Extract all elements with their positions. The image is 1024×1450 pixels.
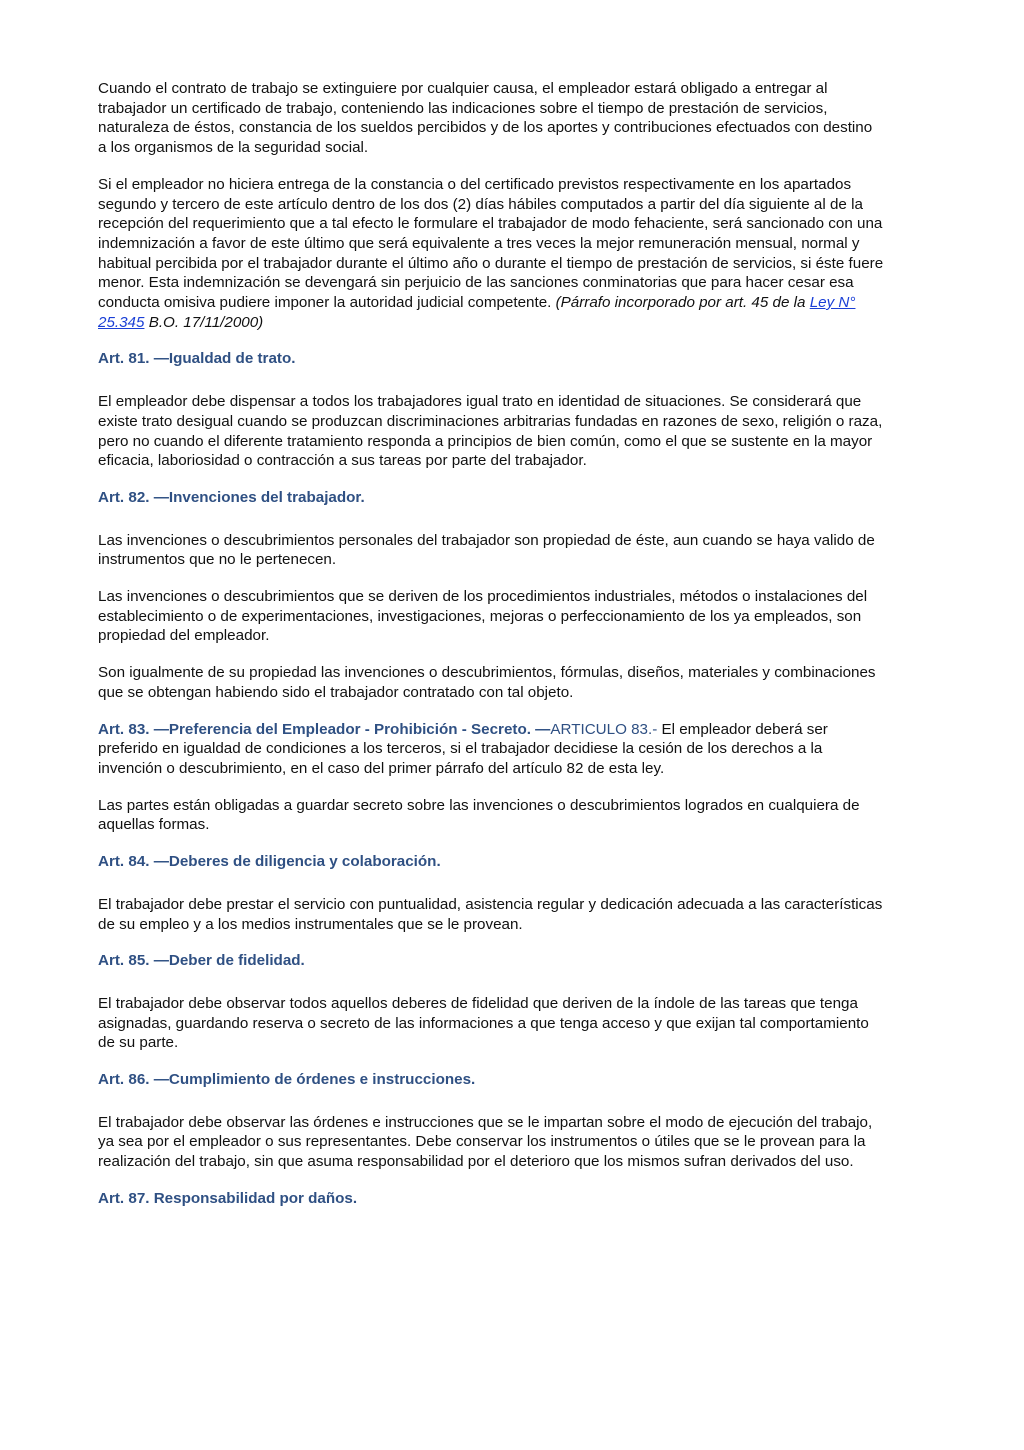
article-87-heading: Art. 87. Responsabilidad por daños. — [98, 1189, 358, 1207]
article-84-body: El trabajador debe prestar el servicio con puntualidad, asistencia regular y dedicación adecuada a las características de su empleo y a los medios instrumentales que se le provean. — [98, 895, 883, 933]
article-82-body-1: Las invenciones o descubrimientos personales del trabajador son propiedad de éste, aun cuando se haya valido de instrumentos que no le pertenecen. — [98, 531, 875, 569]
paragraph-indemnizacion-text: Si el empleador no hiciera entrega de la constancia o del certificado previstos respectivamente en los apartados segundo y tercero de este artículo dentro de los dos (2) días hábiles computados a partir del día siguiente al de la recepción del requerimiento que a tal efecto le formulare el trabajador de modo fehaciente, será sancionado con una indemnización a favor de este último que será equivalente a tres veces la mejor remuneración mensual, normal y habitual percibida por el trabajador durante el último año o durante el tiempo de prestación de servicios, si éste fuere menor. Esta indemnización se devengará sin perjuicio de las sanciones conminatorias que para hacer cesar esa conducta omisiva pudiere imponer la autoridad judicial competente. — [98, 175, 884, 312]
article-86-heading: Art. 86. —Cumplimiento de órdenes e instrucciones. — [98, 1071, 476, 1089]
incorporation-note-suffix: B.O. 17/11/2000) — [148, 313, 264, 331]
article-82-body-3: Son igualmente de su propiedad las invenciones o descubrimientos, fórmulas, diseños, materiales y combinaciones que se obtengan habiendo sido el trabajador contratado con tal objeto. — [98, 664, 876, 701]
article-86-body: El trabajador debe observar las órdenes e instrucciones que se le impartan sobre el modo de ejecución del trabajo, ya sea por el empleador o sus representantes. Debe conservar los instrumentos o útiles que se le provean para la realización del trabajo, sin que asuma responsabilidad por el deterioro que los mismos sufran derivados del uso. — [98, 1113, 873, 1171]
law-25345-link[interactable]: Ley N° 25.345 — [98, 294, 856, 331]
article-85-heading: Art. 85. —Deber de fidelidad. — [98, 952, 305, 970]
article-83-paragraph — [98, 720, 884, 779]
paragraph-indemnizacion — [98, 175, 884, 333]
article-82-body-2: Las invenciones o descubrimientos que se deriven de los procedimientos industriales, métodos o instalaciones del establecimiento o de experimentaciones, investigaciones, mejoras o perfeccionamiento de los ya empleados, son propiedad del empleador. — [98, 588, 868, 645]
article-83-body-1: El empleador deberá ser preferido en igualdad de condiciones a los terceros, si el trabajador decidiese la cesión de los derechos a la invención o descubrimiento, en el caso del primer párrafo del artículo 82 de esta ley. — [98, 720, 828, 777]
article-83-heading: Art. 83. —Preferencia del Empleador - Prohibición - Secreto. — — [98, 720, 551, 738]
incorporation-note-prefix: (Párrafo incorporado por art. 45 de la — [555, 294, 806, 312]
article-81-heading: Art. 81. —Igualdad de trato. — [98, 350, 296, 368]
article-83-tag: ARTICULO 83.- — [550, 720, 658, 738]
article-84-heading: Art. 84. —Deberes de diligencia y colaboración. — [98, 853, 441, 871]
paragraph-certificado: Cuando el contrato de trabajo se extinguiere por cualquier causa, el empleador estará obligado a entregar al trabajador un certificado de trabajo, conteniendo las indicaciones sobre el tiempo de prestación de servicios, naturaleza de éstos, constancia de los sueldos percibidos y de los aportes y contribuciones efectuados con destino a los organismos de la seguridad social. — [98, 80, 873, 157]
article-82-heading: Art. 82. —Invenciones del trabajador. — [98, 488, 365, 506]
article-85-body: El trabajador debe observar todos aquellos deberes de fidelidad que deriven de la índole de las tareas que tenga asignadas, guardando reserva o secreto de las informaciones a que tenga acceso y que exijan tal comportamiento de su parte. — [98, 994, 869, 1052]
article-83-body-2: Las partes están obligadas a guardar secreto sobre las invenciones o descubrimientos logrados en cualquiera de aquellas formas. — [98, 796, 860, 834]
article-81-body: El empleador debe dispensar a todos los trabajadores igual trato en identidad de situaciones. Se considerará que existe trato desigual cuando se produzcan discriminaciones arbitrarias fundadas en razones de sexo, religión o raza, pero no cuando el diferente tratamiento responda a principios de bien común, como el que se sustente en la mayor eficacia, laboriosidad o contracción a sus tareas por parte del trabajador. — [98, 393, 883, 470]
